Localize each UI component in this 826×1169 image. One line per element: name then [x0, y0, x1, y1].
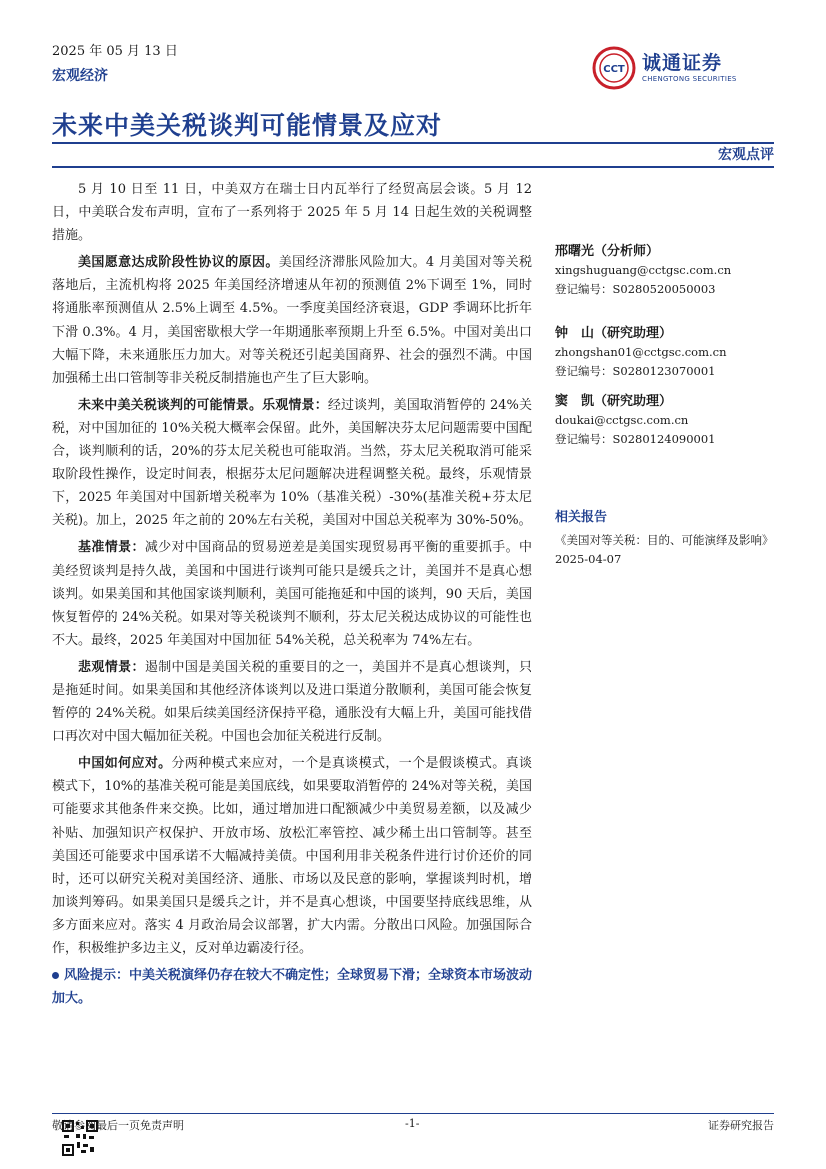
analyst-email: doukai@cctgsc.com.cn — [555, 413, 689, 427]
page-title: 未来中美关税谈判可能情景及应对 — [52, 111, 443, 140]
analyst-email: zhongshan01@cctgsc.com.cn — [555, 345, 727, 359]
header-divider — [52, 166, 774, 168]
lead-reasons: 美国愿意达成阶段性协议的原因。 — [78, 255, 279, 271]
analyst-name: 窦 凯（研究助理） — [555, 394, 673, 409]
title-divider — [52, 142, 774, 144]
analyst-card-2 — [555, 324, 775, 381]
footer-divider — [52, 1113, 774, 1114]
related-report-link[interactable]: 《美国对等关税：目的、可能演绎及影响》 — [555, 533, 774, 547]
related-reports — [555, 508, 775, 569]
report-date: 2025 年 05 月 13 日 — [52, 44, 178, 59]
bullet-icon — [52, 972, 59, 979]
lead-response: 中国如何应对。 — [78, 756, 172, 772]
analyst-card-3 — [555, 392, 775, 449]
paragraph-optimistic: 未来中美关税谈判的可能情景。乐观情景：经过谈判，美国取消暂停的 24%关税，对中国加征的 10%关税大概率会保留。此外，美国解决芬太尼问题需要中国配合，谈判顺利的话，20%的芬太尼关税也可能取消。当然，芬太尼关税取消可能采取阶段性操作，设定时间表，根据芬太尼问题解决进程调整关税。最终，乐观情景下，2025 年美国对中国新增关税率为 10%（基准关税）-30%(基准关税+芬太尼关税)。加上，2025 年之前的 20%左右关税，美国对中国总关税率为 30%-50%。 — [52, 397, 532, 529]
analyst-registration: 登记编号：S0280520050003 — [555, 282, 716, 296]
related-title: 相关报告 — [555, 510, 608, 525]
logo-name-en: CHENGTONG SECURITIES — [642, 75, 737, 83]
lead-optimistic: 未来中美关税谈判的可能情景。乐观情景： — [78, 397, 328, 413]
paragraph-baseline: 基准情景：减少对中国商品的贸易逆差是美国实现贸易再平衡的重要抓手。中美经贸谈判是持久战，美国和中国进行谈判可能只是缓兵之计，美国并不是真心想谈判。如果美国和其他国家谈判顺利，美国可能拖延和中国的谈判，90 天后，美国恢复暂停的 24%关税。如果对等关税谈判不顺利，芬太尼关税达成协议的可能性也不大。最终，2025 年美国对中国加征 54%关税，总关税率为 74%左右。 — [52, 540, 532, 648]
lead-baseline: 基准情景： — [78, 540, 145, 556]
analyst-name: 钟 山（研究助理） — [555, 326, 673, 341]
related-report-date: 2025-04-07 — [555, 552, 622, 566]
logo-badge-text: CCT — [603, 64, 625, 75]
paragraph-response: 中国如何应对。分两种模式来应对，一个是真谈模式，一个是假谈模式。真谈模式下，10%的基准关税可能是美国底线，如果要取消暂停的 24%对等关税，美国可能要求其他条件来交换。比如，通过增加进口配额减少中美贸易差额，以及减少补贴、加强知识产权保护、开放市场、放松汇率管控、减少稀土出口管制等。甚至美国还可能要求中国承诺不大幅减持美债。中国利用非关税条件进行讨价还价的同时，还可以研究关税对美国经济、通胀、市场以及民意的影响，掌握谈判时机，增加谈判筹码。如果美国只是缓兵之计，并不是真心想谈，中国要坚持底线思维，从多方面来应对。落实 4 月政治局会议部署，扩大内需。分散出口风险。加强国际合作，积极维护多边主义，反对单边霸凌行径。 — [52, 756, 532, 956]
analyst-email: xingshuguang@cctgsc.com.cn — [555, 263, 732, 277]
company-logo — [592, 46, 742, 90]
paragraph-pessimistic: 悲观情景：遏制中国是美国关税的重要目的之一，美国并不是真心想谈判，只是拖延时间。如果美国和其他经济体谈判以及进口渠道分散顺利，美国可能会恢复暂停的 24%关税。如果后续美国经济保持平稳，通胀没有大幅上升，美国可能找借口再次对中国大幅加征关税。中国也会加征关税进行反制。 — [52, 659, 532, 745]
footer-disclaimer: 敬请参阅最后一页免责声明 — [52, 1119, 184, 1132]
page-number: -1- — [405, 1117, 420, 1130]
lead-pessimistic: 悲观情景： — [78, 659, 145, 675]
risk-warning: 风险提示：中美关税演绎仍存在较大不确定性；全球贸易下滑；全球资本市场波动加大。 — [52, 968, 533, 1007]
report-body — [52, 178, 532, 1014]
paragraph-reasons: 美国愿意达成阶段性协议的原因。美国经济滞胀风险加大。4 月美国对等关税落地后，主流机构将 2025 年美国经济增速从年初的预测值 2%下调至 1%，同时将通胀率预测值从 2.5%上调至 4.5%。一季度美国经济衰退，GDP 季调环比折年下滑 0.3%。4 月，美国密歇根大学一年期通胀率预期上升至 6.5%。中国对美出口大幅下降，未来通胀压力加大。对等关税还引起美国商界、社会的强烈不满。中国加强稀土出口管制等非关税反制措施也产生了巨大影响。 — [52, 255, 532, 386]
doc-type: 宏观点评 — [718, 147, 774, 163]
analyst-card-1 — [555, 242, 775, 299]
analyst-name: 邢曙光（分析师） — [555, 244, 660, 259]
analyst-registration: 登记编号：S0280124090001 — [555, 432, 716, 446]
paragraph-intro: 5 月 10 日至 11 日，中美双方在瑞士日内瓦举行了经贸高层会谈。5 月 12 日，中美联合发布声明，宣布了一系列将于 2025 年 5 月 14 日起生效的关税调整措施。 — [52, 182, 532, 244]
report-category: 宏观经济 — [52, 68, 108, 84]
footer-label: 证券研究报告 — [708, 1119, 774, 1132]
analyst-registration: 登记编号：S0280123070001 — [555, 364, 716, 378]
logo-name-cn: 诚通证券 — [642, 52, 723, 74]
logo-emblem-icon — [592, 46, 636, 90]
